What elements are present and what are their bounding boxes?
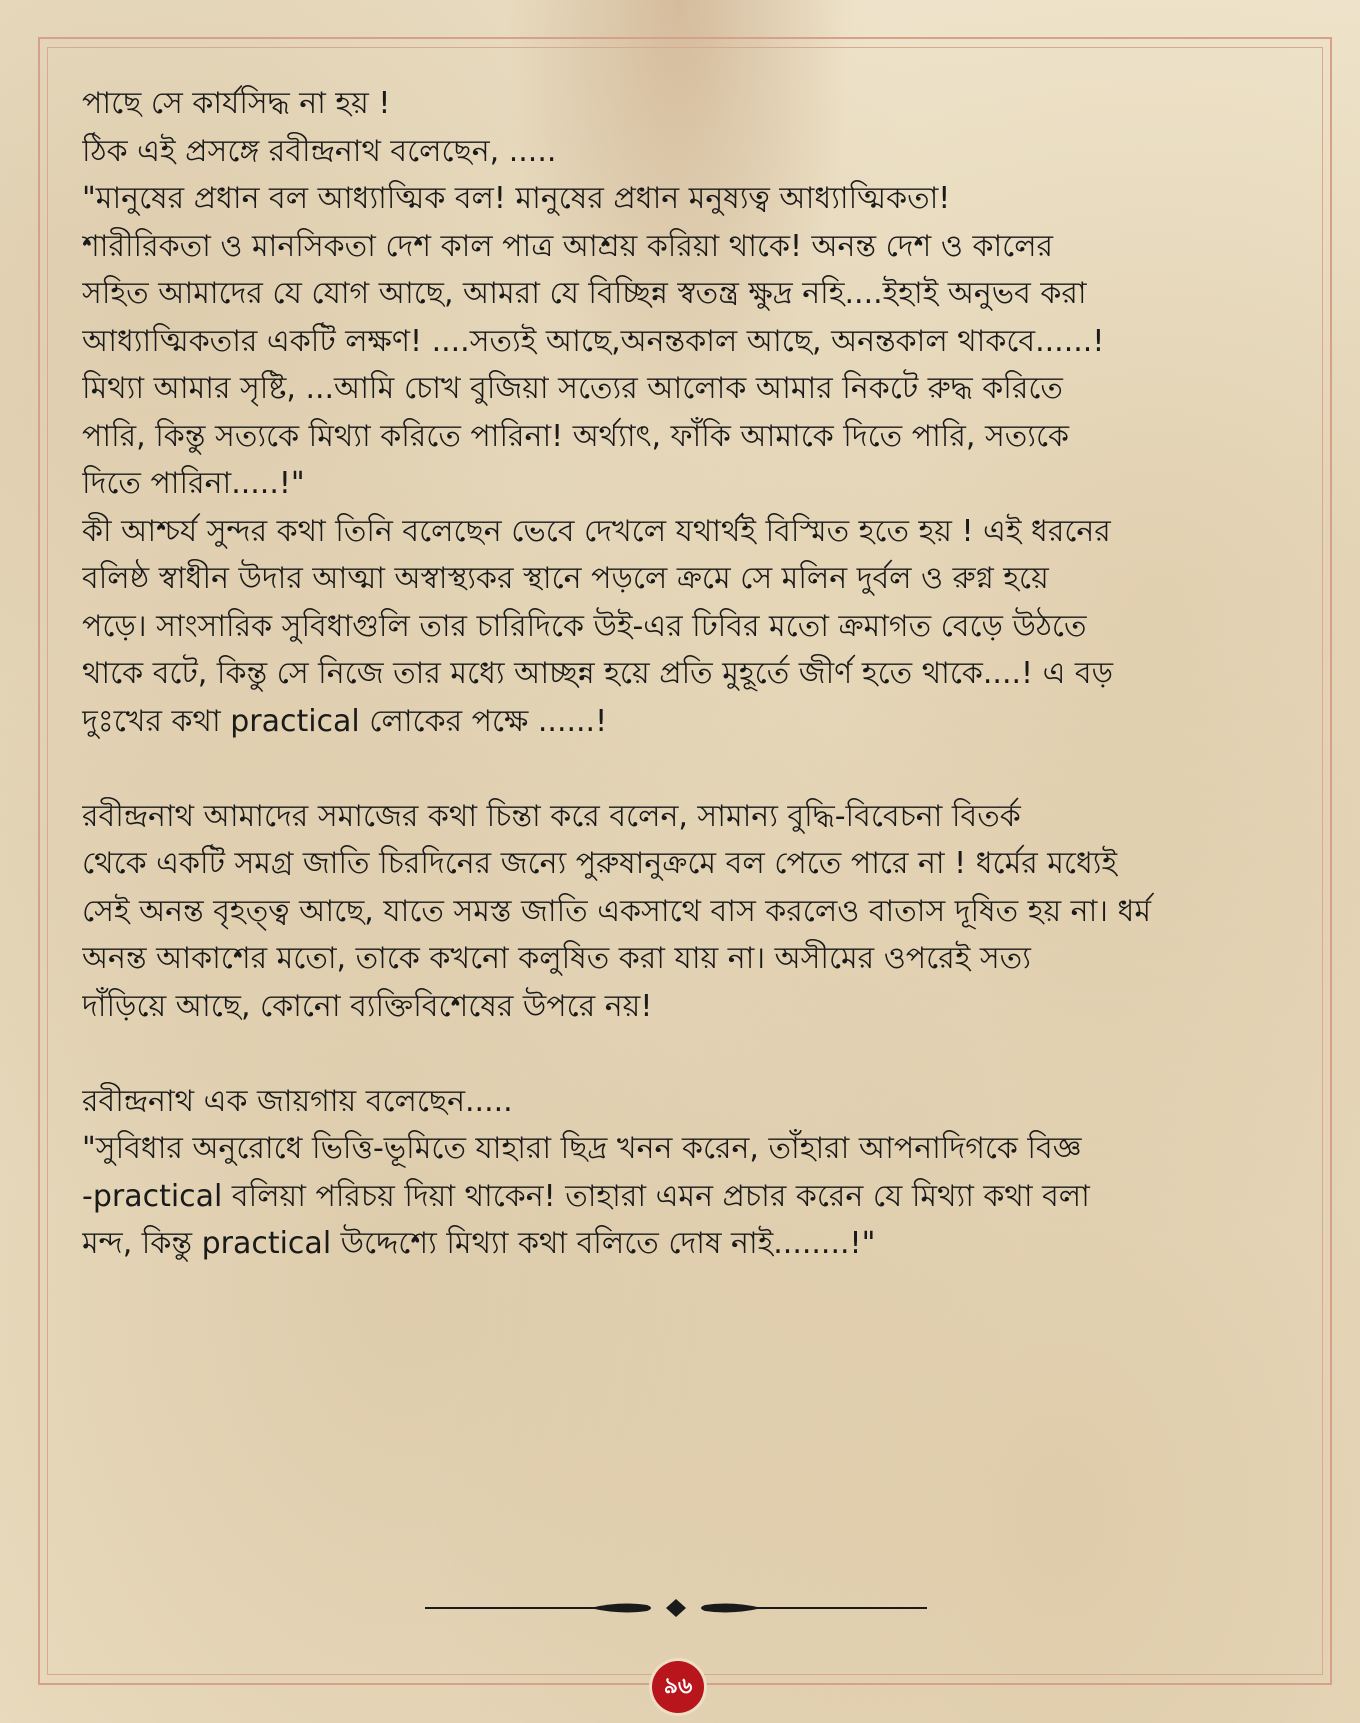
text-line: পড়ে। সাংসারিক সুবিধাগুলি তার চারিদিকে উই-এর ঢিবির মতো ক্রমাগত বেড়ে উঠতে — [82, 608, 1087, 644]
text-line: মিথ্যা আমার সৃষ্টি, ...আমি চোখ বুজিয়া সত্যের আলোক আমার নিকটে রুদ্ধ করিতে — [82, 371, 1063, 406]
paragraph-gap — [82, 1030, 1290, 1078]
text-line: কী আশ্চর্য সুন্দর কথা তিনি বলেছেন ভেবে দেখলে যথার্থই বিস্মিত হতে হয় ! এই ধরনের — [82, 513, 1111, 549]
text-line: -practical বলিয়া পরিচয় দিয়া থাকেন! তাহারা এমন প্রচার করেন যে মিথ্যা কথা বলা — [82, 1178, 1090, 1214]
text-line: রবীন্দ্রনাথ আমাদের সমাজের কথা চিন্তা করে বলেন, সামান্য বুদ্ধি-বিবেচনা বিতর্ক — [82, 798, 1021, 834]
text-line: দাঁড়িয়ে আছে, কোনো ব্যক্তিবিশেষের উপরে নয়! — [82, 988, 653, 1024]
text-line: পারি, কিন্তু সত্যকে মিথ্যা করিতে পারিনা! অর্থ্যাৎ, ফাঁকি আমাকে দিতে পারি, সত্যকে — [82, 418, 1070, 454]
paragraph-1 — [82, 80, 1290, 745]
text-line: অনন্ত আকাশের মতো, তাকে কখনো কলুষিত করা যায় না। অসীমের ওপরেই সত্য — [82, 941, 1031, 976]
text-line: দিতে পারিনা.....!" — [82, 466, 305, 501]
text-line: আধ্যাত্মিকতার একটি লক্ষণ! ....সত্যই আছে,অনন্তকাল আছে, অনন্তকাল থাকবে......! — [82, 323, 1105, 359]
text-line: সেই অনন্ত বৃহত্ত্ব আছে, যাতে সমস্ত জাতি একসাথে বাস করলেও বাতাস দূষিত হয় না। ধর্ম — [82, 893, 1152, 929]
paragraph-3 — [82, 1078, 1290, 1268]
paragraph-gap — [82, 745, 1290, 793]
decorative-divider-ornament — [425, 1594, 927, 1622]
text-line: "মানুষের প্রধান বল আধ্যাত্মিক বল! মানুষের প্রধান মনুষ্যত্ব আধ্যাত্মিকতা! — [82, 181, 951, 216]
text-line: শারীরিকতা ও মানসিকতা দেশ কাল পাত্র আশ্রয় করিয়া থাকে! অনন্ত দেশ ও কালের — [82, 228, 1054, 264]
page-number-badge: ৯৬ — [652, 1661, 704, 1713]
text-line: থেকে একটি সমগ্র জাতি চিরদিনের জন্যে পুরুষানুক্রমে বল পেতে পারে না ! ধর্মের মধ্যেই — [82, 846, 1118, 881]
text-line: দুঃখের কথা practical লোকের পক্ষে ......! — [82, 703, 608, 739]
body-text — [82, 80, 1290, 1268]
text-line: বলিষ্ঠ স্বাধীন উদার আত্মা অস্বাস্থ্যকর স্থানে পড়লে ক্রমে সে মলিন দুর্বল ও রুগ্ন হয়ে — [82, 561, 1049, 596]
text-line: ঠিক এই প্রসঙ্গে রবীন্দ্রনাথ বলেছেন, ..... — [82, 133, 557, 169]
text-line: থাকে বটে, কিন্তু সে নিজে তার মধ্যে আচ্ছন্ন হয়ে প্রতি মুহূর্তে জীর্ণ হতে থাকে....! এ বড় — [82, 656, 1114, 691]
paragraph-2 — [82, 793, 1290, 1031]
text-line: পাছে সে কার্যসিদ্ধ না হয় ! — [82, 86, 391, 121]
text-line: "সুবিধার অনুরোধে ভিত্তি-ভূমিতে যাহারা ছিদ্র খনন করেন, তাঁহারা আপনাদিগকে বিজ্ঞ — [82, 1131, 1082, 1166]
text-line: সহিত আমাদের যে যোগ আছে, আমরা যে বিচ্ছিন্ন স্বতন্ত্র ক্ষুদ্র নহি....ইহাই অনুভব করা — [82, 276, 1087, 311]
text-line: রবীন্দ্রনাথ এক জায়গায় বলেছেন..... — [82, 1083, 513, 1119]
text-line: মন্দ, কিন্তু practical উদ্দেশ্যে মিথ্যা কথা বলিতে দোষ নাই........!" — [82, 1226, 876, 1261]
